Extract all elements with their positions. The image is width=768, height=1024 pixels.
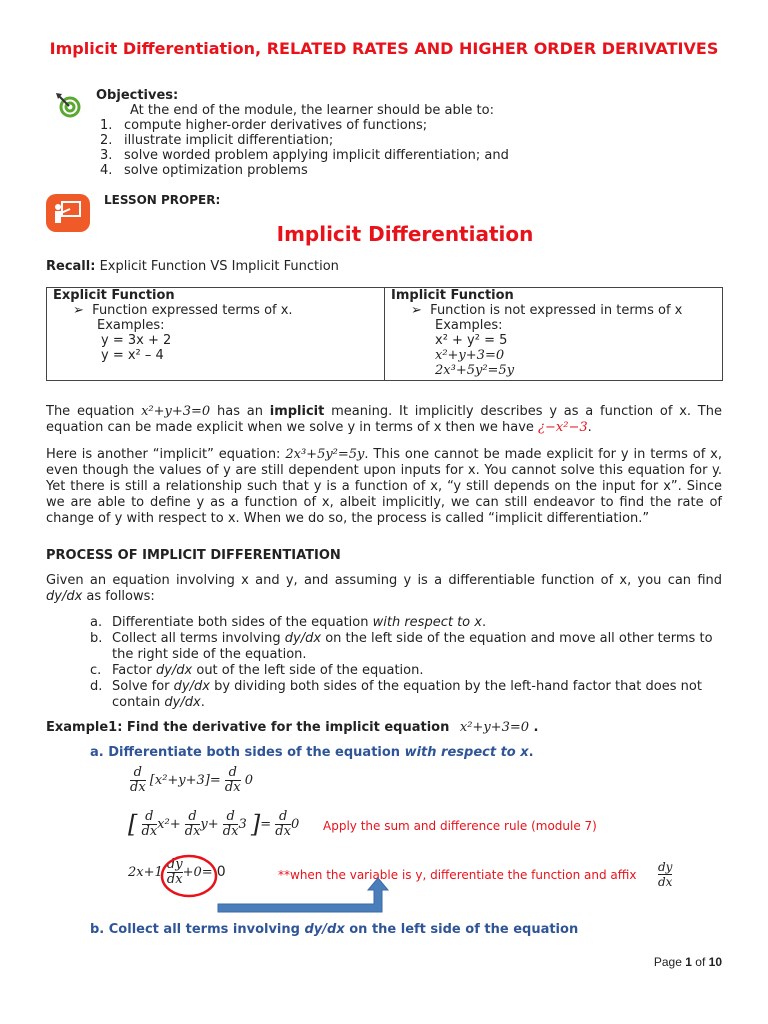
objectives-intro: At the end of the module, the learner should be able to: xyxy=(130,103,494,118)
implicit-example: x² + y² = 5 xyxy=(435,333,508,348)
implicit-example: 2x³+5y²=5y xyxy=(435,363,515,378)
highlight-circle xyxy=(158,853,220,899)
process-heading: PROCESS OF IMPLICIT DIFFERENTIATION xyxy=(46,548,341,563)
recall-line xyxy=(46,259,339,274)
step-a-heading: a. Differentiate both sides of the equation with respect to x. xyxy=(90,745,534,760)
note-affix-dydx: **when the variable is y, differentiate the function and affix xyxy=(278,868,637,882)
implicit-example: x²+y+3=0 xyxy=(435,348,505,363)
process-step: b. Collect all terms involving dy/dx on the left side of the equation and move all other terms to the right side of the equation. xyxy=(90,631,713,662)
explicit-example: y = 3x + 2 xyxy=(101,333,172,348)
equation-line-1: $\frac{d}{dx}$ [x²+y+3]= $\frac{d}{dx}$ 0 xyxy=(130,765,253,795)
recall-label: Recall: xyxy=(46,259,96,274)
explicit-examples-label: Examples: xyxy=(97,318,165,333)
note-sum-difference-rule: Apply the sum and difference rule (module 7) xyxy=(323,819,597,833)
target-icon xyxy=(54,90,84,120)
process-steps xyxy=(46,615,722,711)
note-dydx-fraction: dy dx xyxy=(658,860,673,889)
example1-heading: Example1: Find the derivative for the implicit equation x²+y+3=0 . xyxy=(46,720,539,735)
paragraph-another-implicit: Here is another “implicit” equation: 2x³+5y²=5y. This one cannot be made explicit for y in terms of x, even though the values of y are still dependent upon inputs for x. You cannot solve this equation for y. Yet there is still a relationship such that y is a function of x, “y still depends on the input for x”. Since we are able to define y as a function of x, albeit implicitly, we can still endeavor to find the rate of change of y with respect to x. When we do so, the process is called “implicit differentiation.” xyxy=(46,447,723,526)
process-step: c. Factor dy/dx out of the left side of the equation. xyxy=(90,663,424,678)
objectives-list xyxy=(100,118,509,178)
objective-item: 4. solve optimization problems xyxy=(100,163,308,178)
explicit-bullet: ➢ Function expressed terms of x. xyxy=(73,303,293,318)
equation-line-3: 2x+1 $\frac{dy}{dx}$ +0= 0 xyxy=(128,857,226,887)
comparison-table xyxy=(46,287,723,381)
implicit-examples-label: Examples: xyxy=(435,318,503,333)
document-title: Implicit Differentiation, RELATED RATES AND HIGHER ORDER DERIVATIVES xyxy=(49,39,719,58)
objectives-heading: Objectives: xyxy=(96,88,179,103)
implicit-bullet: ➢ Function is not expressed in terms of x xyxy=(411,303,683,318)
process-step: a. Differentiate both sides of the equation with respect to x. xyxy=(90,615,487,630)
explicit-cell xyxy=(47,288,385,381)
objective-item: 1. compute higher-order derivatives of functions; xyxy=(100,118,428,133)
step-b-heading: b. Collect all terms involving dy/dx on the left side of the equation xyxy=(90,922,579,937)
explicit-example: y = x² – 4 xyxy=(101,348,164,363)
implicit-header: Implicit Function xyxy=(391,288,514,303)
page-footer: Page 1 of 10 xyxy=(653,955,722,969)
process-step: d. Solve for dy/dx by dividing both sides of the equation by the left-hand factor that does not contain dy/dx. xyxy=(90,679,702,710)
objective-item: 3. solve worded problem applying implicit differentiation; and xyxy=(100,148,509,163)
objective-item: 2. illustrate implicit differentiation; xyxy=(100,133,334,148)
connector-arrow-icon xyxy=(214,876,394,916)
implicit-cell xyxy=(385,288,723,381)
process-intro: Given an equation involving x and y, and assuming y is a differentiable function of x, you can find dy/dx as follows: xyxy=(46,573,722,604)
paragraph-implicit-meaning: The equation x²+y+3=0 has an implicit meaning. It implicitly describes y as a function of x. The equation can be made explicit when we solve y in terms of x then we have ¿−x²−3. xyxy=(46,404,722,435)
equation-line-2: [ $\frac{d}{dx}$ x²+ $\frac{d}{dx}$ y+ $\frac{d}{dx}$ 3 ]= $\frac{d}{dx}$ 0 xyxy=(128,809,300,839)
recall-text: Explicit Function VS Implicit Function xyxy=(99,259,339,274)
explicit-header: Explicit Function xyxy=(53,288,175,303)
section-title: Implicit Differentiation xyxy=(276,222,534,246)
lesson-label: LESSON PROPER: xyxy=(104,193,221,207)
